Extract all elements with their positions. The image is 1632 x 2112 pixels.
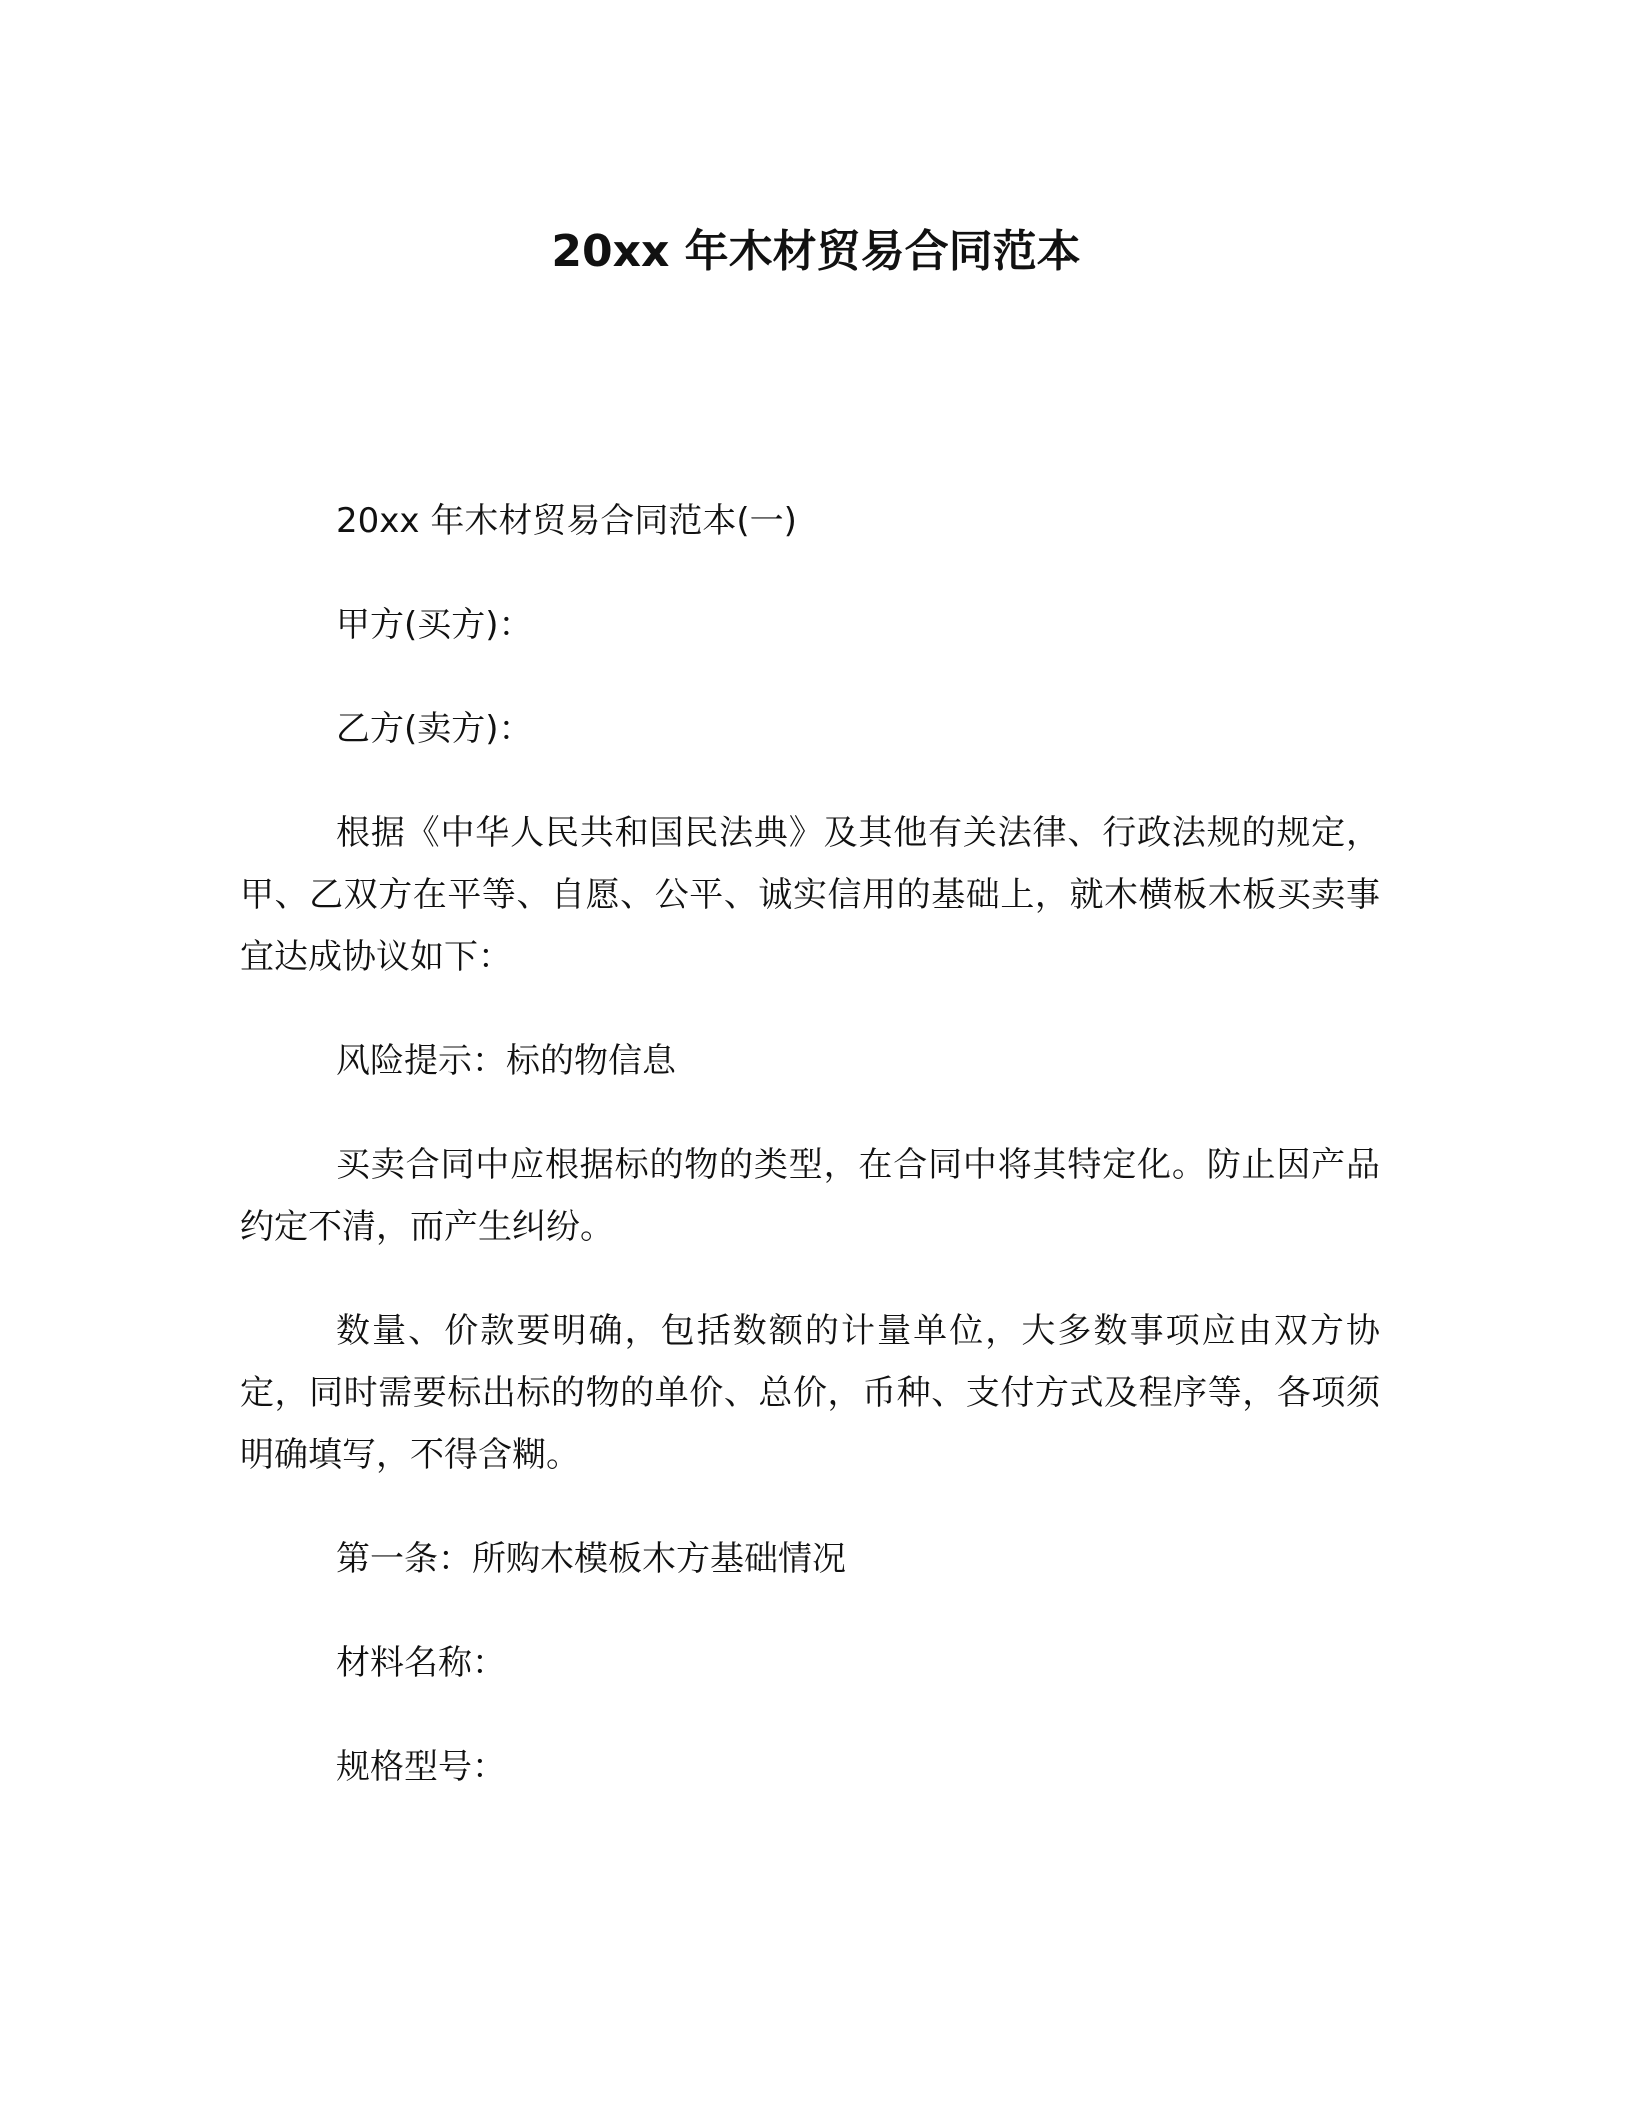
risk-tip-paragraph-1: 买卖合同中应根据标的物的类型，在合同中将其特定化。防止因产品约定不清，而产生纠纷。 [240,1145,1380,1247]
article-one-heading: 第一条：所购木模板木方基础情况 [336,1539,846,1579]
document-body [240,490,1380,1840]
material-name-line: 材料名称： [336,1643,506,1683]
party-b-line: 乙方(卖方)： [336,709,533,749]
risk-tip-heading: 风险提示：标的物信息 [336,1041,676,1081]
party-a-line: 甲方(买方)： [336,605,533,645]
risk-tip-paragraph-2: 数量、价款要明确，包括数额的计量单位，大多数事项应由双方协定，同时需要标出标的物的单价、总价，币种、支付方式及程序等，各项须明确填写，不得含糊。 [240,1311,1380,1475]
document-title: 20xx 年木材贸易合同范本 [551,226,1081,277]
preamble-paragraph: 根据《中华人民共和国民法典》及其他有关法律、行政法规的规定，甲、乙双方在平等、自愿、公平、诚实信用的基础上，就木横板木板买卖事宜达成协议如下： [240,813,1380,977]
specification-model-line: 规格型号： [336,1747,506,1787]
contract-subtitle: 20xx 年木材贸易合同范本(一) [336,501,797,541]
